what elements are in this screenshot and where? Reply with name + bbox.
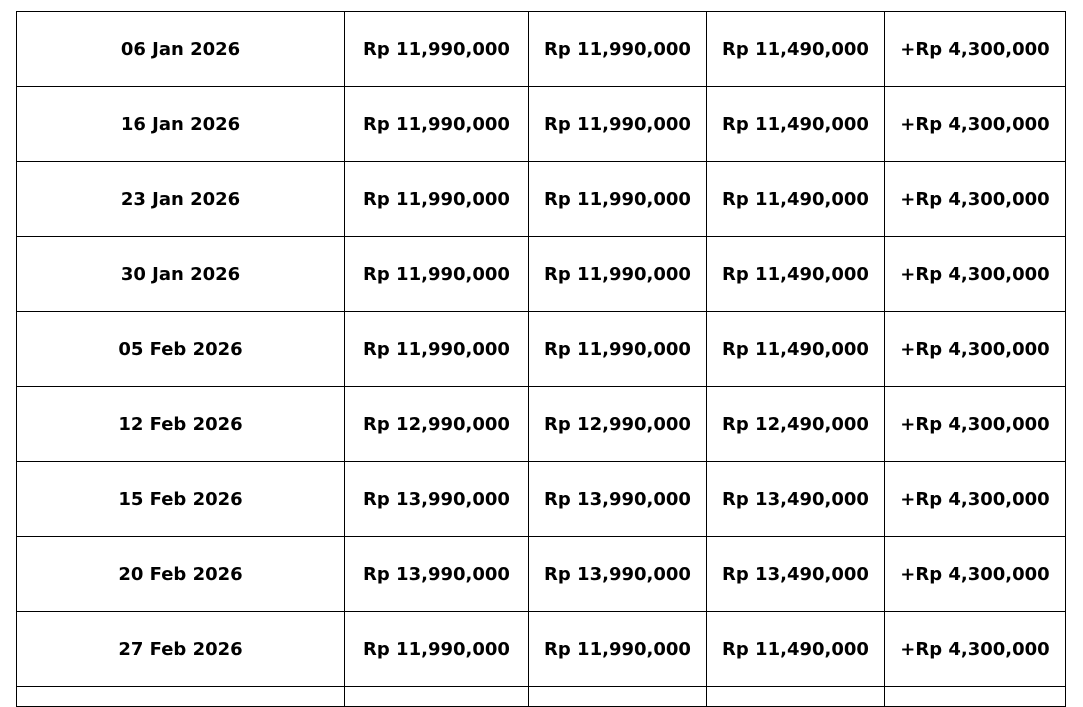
addon-price-cell: +Rp 4,300,000 <box>885 312 1066 387</box>
departure-date-cell: 16 Jan 2026 <box>17 87 345 162</box>
price-cell: Rp 11,990,000 <box>345 12 529 87</box>
price-cell: Rp 11,990,000 <box>529 612 707 687</box>
empty-cell <box>707 687 885 707</box>
price-cell: Rp 11,990,000 <box>529 162 707 237</box>
departure-price-table <box>16 11 1066 707</box>
addon-price-cell: +Rp 4,300,000 <box>885 87 1066 162</box>
addon-price-cell: +Rp 4,300,000 <box>885 612 1066 687</box>
price-cell: Rp 11,990,000 <box>345 87 529 162</box>
empty-cell <box>17 687 345 707</box>
departure-date-cell: 05 Feb 2026 <box>17 312 345 387</box>
table-row <box>17 462 1066 537</box>
departure-date-cell: 15 Feb 2026 <box>17 462 345 537</box>
addon-price-cell: +Rp 4,300,000 <box>885 462 1066 537</box>
price-cell: Rp 12,490,000 <box>707 387 885 462</box>
addon-price-cell: +Rp 4,300,000 <box>885 537 1066 612</box>
price-cell: Rp 13,490,000 <box>707 537 885 612</box>
price-cell: Rp 12,990,000 <box>529 387 707 462</box>
price-cell: Rp 11,990,000 <box>345 612 529 687</box>
table-row <box>17 87 1066 162</box>
empty-cell <box>885 687 1066 707</box>
price-cell: Rp 11,990,000 <box>529 12 707 87</box>
price-cell: Rp 11,990,000 <box>345 237 529 312</box>
addon-price-cell: +Rp 4,300,000 <box>885 12 1066 87</box>
price-cell: Rp 13,990,000 <box>529 537 707 612</box>
price-cell: Rp 11,490,000 <box>707 237 885 312</box>
departure-date-cell: 06 Jan 2026 <box>17 12 345 87</box>
price-cell: Rp 13,490,000 <box>707 462 885 537</box>
addon-price-cell: +Rp 4,300,000 <box>885 162 1066 237</box>
empty-cell <box>529 687 707 707</box>
price-cell: Rp 13,990,000 <box>529 462 707 537</box>
table-row-partial <box>17 687 1066 707</box>
table-row <box>17 387 1066 462</box>
price-cell: Rp 11,990,000 <box>529 87 707 162</box>
table-row <box>17 12 1066 87</box>
departure-date-cell: 12 Feb 2026 <box>17 387 345 462</box>
addon-price-cell: +Rp 4,300,000 <box>885 387 1066 462</box>
addon-price-cell: +Rp 4,300,000 <box>885 237 1066 312</box>
price-cell: Rp 11,490,000 <box>707 162 885 237</box>
table-row <box>17 312 1066 387</box>
price-cell: Rp 11,990,000 <box>529 237 707 312</box>
price-cell: Rp 11,990,000 <box>345 162 529 237</box>
empty-cell <box>345 687 529 707</box>
price-cell: Rp 11,490,000 <box>707 87 885 162</box>
price-cell: Rp 13,990,000 <box>345 462 529 537</box>
table-row <box>17 162 1066 237</box>
departure-date-cell: 30 Jan 2026 <box>17 237 345 312</box>
table-row <box>17 537 1066 612</box>
price-cell: Rp 12,990,000 <box>345 387 529 462</box>
departure-date-cell: 27 Feb 2026 <box>17 612 345 687</box>
departure-date-cell: 20 Feb 2026 <box>17 537 345 612</box>
price-cell: Rp 11,490,000 <box>707 312 885 387</box>
departure-date-cell: 23 Jan 2026 <box>17 162 345 237</box>
price-cell: Rp 11,990,000 <box>345 312 529 387</box>
price-cell: Rp 11,490,000 <box>707 612 885 687</box>
price-cell: Rp 11,990,000 <box>529 312 707 387</box>
table-row <box>17 237 1066 312</box>
price-cell: Rp 11,490,000 <box>707 12 885 87</box>
price-cell: Rp 13,990,000 <box>345 537 529 612</box>
table-row <box>17 612 1066 687</box>
